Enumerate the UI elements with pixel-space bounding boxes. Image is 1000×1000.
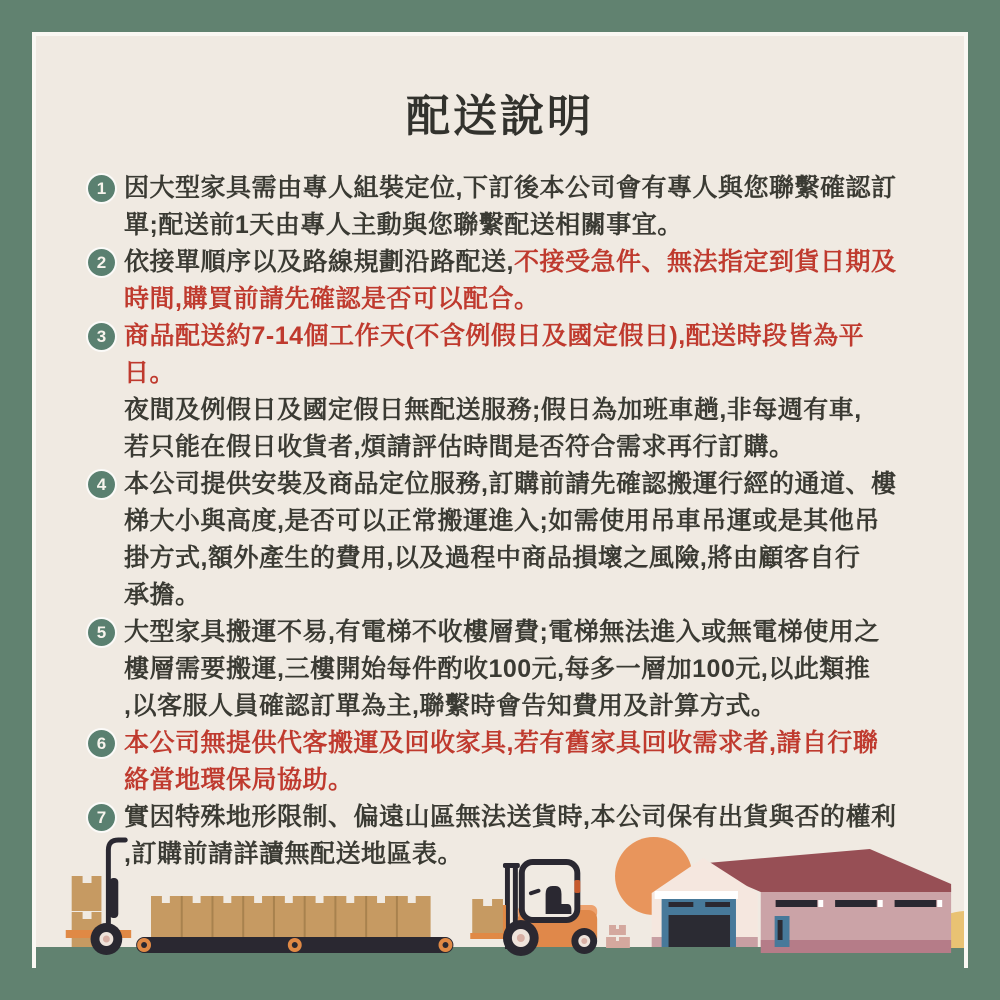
text-line	[124, 429, 912, 466]
forklift-icon	[470, 862, 597, 956]
highlighted-text: 商品配送約7-14個工作天(不含例假日及國定假日),配送時段皆為平日。	[124, 322, 865, 387]
item-text	[124, 725, 912, 799]
window-slit	[895, 900, 937, 907]
conveyor-icon	[136, 896, 453, 953]
text-line	[124, 688, 912, 725]
body-text: 承擔。	[124, 581, 201, 609]
item-text	[124, 318, 912, 466]
text-line	[124, 614, 912, 651]
text-line	[124, 577, 912, 614]
body-text: 夜間及例假日及國定假日無配送服務;假日為加班車趟,非每週有車,	[124, 396, 862, 424]
body-text: 大型家具搬運不易,有電梯不收樓層費;電梯無法進入或無電梯使用之	[124, 618, 880, 646]
item-text	[124, 614, 912, 725]
window-slit	[835, 900, 877, 907]
text-line	[124, 540, 912, 577]
warehouse-illustration	[36, 830, 964, 968]
garage-door-icon	[655, 891, 738, 947]
page-title: 配送說明	[406, 92, 594, 141]
text-line	[124, 392, 912, 429]
text-line	[124, 244, 912, 281]
small-parcels	[606, 925, 630, 948]
body-text: 本公司提供安裝及商品定位服務,訂購前請先確認搬運行經的通道、樓	[124, 470, 897, 498]
body-text: ,以客服人員確認訂單為主,聯繫時會告知費用及計算方式。	[124, 692, 777, 720]
body-text: 實因特殊地形限制、偏遠山區無法送貨時,本公司保有出貨與否的權利	[124, 803, 897, 831]
body-text: ,訂購前請詳讀無配送地區表。	[124, 840, 463, 868]
item-number-badge: 1	[88, 175, 115, 202]
item-number-badge: 7	[88, 804, 115, 831]
warehouse-icon	[652, 849, 951, 953]
list-item	[88, 170, 912, 244]
text-line	[124, 466, 912, 503]
list-item	[88, 725, 912, 799]
highlighted-text: 不接受急件、無法指定到貨日期及	[513, 248, 897, 276]
list-item	[88, 318, 912, 466]
body-text: 因大型家具需由專人組裝定位,下訂後本公司會有專人與您聯繫確認訂	[124, 174, 897, 202]
side-door-icon	[775, 916, 790, 947]
body-text: 單;配送前1天由專人主動與您聯繫配送相關事宜。	[124, 211, 683, 239]
hand-truck-icon	[66, 840, 131, 955]
delivery-list	[88, 170, 912, 873]
list-item	[88, 466, 912, 614]
item-number-badge: 2	[88, 249, 115, 276]
item-text	[124, 466, 912, 614]
body-text: 依接單順序以及路線規劃沿路配送,	[124, 248, 514, 276]
text-line	[124, 725, 912, 762]
highlighted-text: 本公司無提供代客搬運及回收家具,若有舊家具回收需求者,請自行聯	[124, 729, 879, 757]
item-number-badge: 4	[88, 471, 115, 498]
body-text: 梯大小與高度,是否可以正常搬運進入;如需使用吊車吊運或是其他吊	[124, 507, 880, 535]
text-line	[124, 170, 912, 207]
item-number-badge: 3	[88, 323, 115, 350]
item-text	[124, 170, 912, 244]
text-line	[124, 281, 912, 318]
item-number-badge: 5	[88, 619, 115, 646]
list-item	[88, 244, 912, 318]
window-slit	[776, 900, 818, 907]
body-text: 若只能在假日收貨者,煩請評估時間是否符合需求再行訂購。	[124, 433, 795, 461]
text-line	[124, 503, 912, 540]
body-text: 掛方式,額外產生的費用,以及過程中商品損壞之風險,將由顧客自行	[124, 544, 861, 572]
highlighted-text: 絡當地環保局協助。	[124, 766, 354, 794]
list-item	[88, 614, 912, 725]
text-line	[124, 762, 912, 799]
text-line	[124, 318, 912, 392]
highlighted-text: 時間,購買前請先確認是否可以配合。	[124, 285, 540, 313]
item-number-badge: 6	[88, 730, 115, 757]
text-line	[124, 651, 912, 688]
item-text	[124, 244, 912, 318]
body-text: 樓層需要搬運,三樓開始每件酌收100元,每多一層加100元,以此類推	[124, 655, 871, 683]
delivery-info-panel	[32, 32, 968, 968]
text-line	[124, 207, 912, 244]
